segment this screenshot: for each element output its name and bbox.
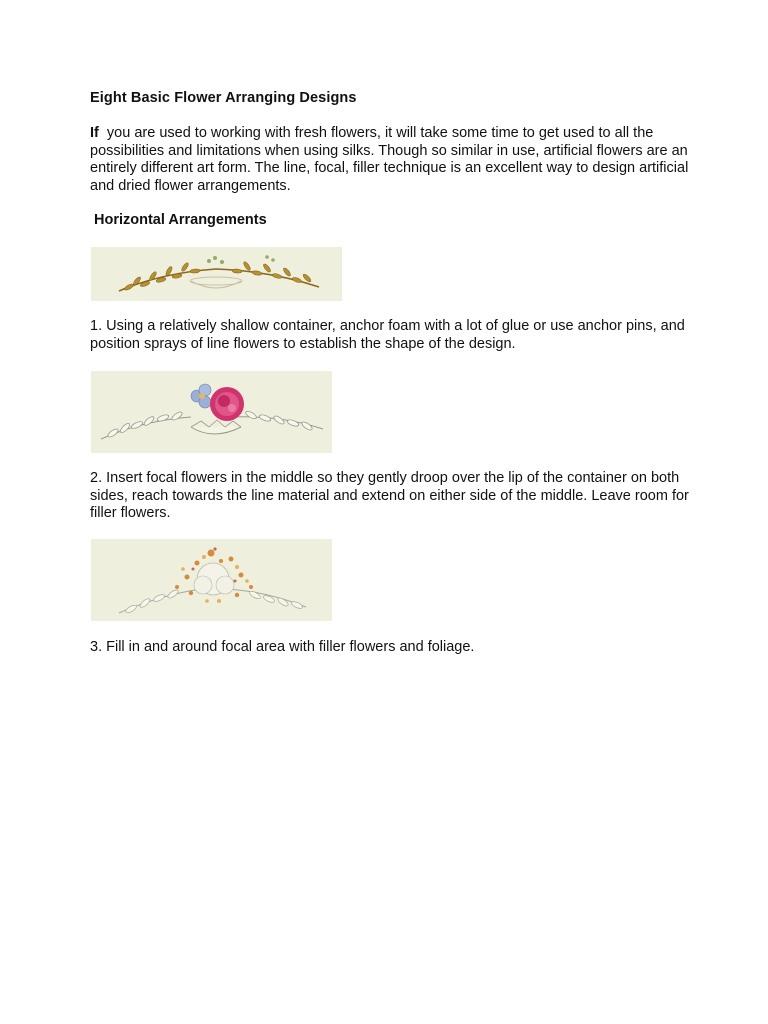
document-title: Eight Basic Flower Arranging Designs — [90, 90, 357, 106]
blue-flower — [191, 384, 211, 408]
line-flowers-illustration — [91, 247, 342, 301]
focal-flowers-illustration — [91, 371, 332, 453]
intro-paragraph — [90, 125, 690, 195]
intro-lead-word: If — [90, 125, 99, 141]
step-3-text: 3. Fill in and around focal area with filler flowers and foliage. — [90, 639, 475, 655]
section-heading: Horizontal Arrangements — [94, 212, 267, 228]
step-1-text: 1. Using a relatively shallow container, anchor foam with a lot of glue or use anchor pins, and position sprays of line flowers to establish the shape of the design. — [90, 318, 685, 352]
intro-text: you are used to working with fresh flowers, it will take some time to get used to all the possibilities and limitations when using silks. Though so similar in use, artificial flowers are an entirely different art form. The line, focal, filler technique is an excellent way to design artificial and dried flower arrangements. — [90, 125, 689, 194]
filler-flowers-illustration — [91, 539, 332, 621]
step-2-text: 2. Insert focal flowers in the middle so they gently droop over the lip of the container on both sides, reach towards the line material and extend on either side of the middle. Leave room for filler flowers. — [90, 470, 689, 521]
